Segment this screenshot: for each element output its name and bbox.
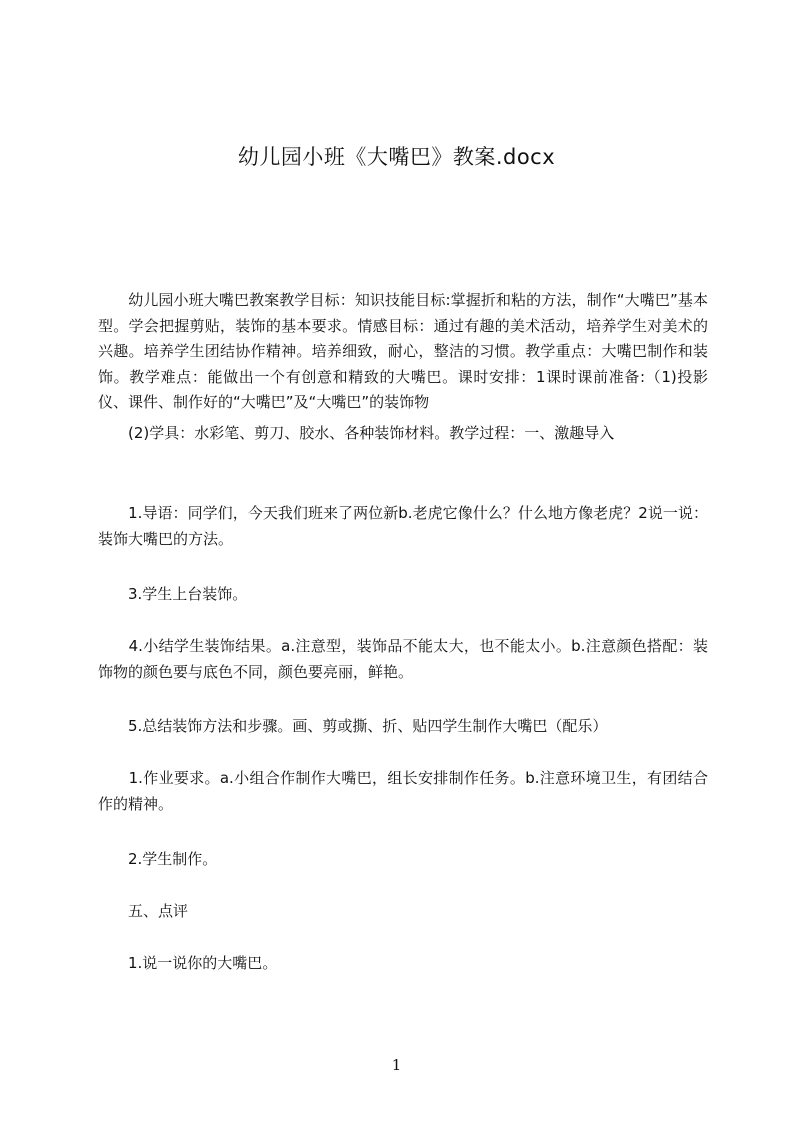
paragraph-step-4: 4.小结学生装饰结果。a.注意型，装饰品不能太大，也不能太小。b.注意颜色搭配：装饰物的颜色要与底色不同，颜色要亮丽，鲜艳。 <box>98 637 708 681</box>
paragraph-intro: 1.导语：同学们，今天我们班来了两位新b.老虎它像什么？什么地方像老虎？2说一说：装饰大嘴巴的方法。 <box>98 504 708 548</box>
paragraph-homework: 1.作业要求。a.小组合作制作大嘴巴，组长安排制作任务。b.注意环境卫生，有团结合作的精神。 <box>98 769 708 813</box>
paragraph-student-make: 2.学生制作。 <box>98 850 218 868</box>
paragraph-review-heading: 五、点评 <box>98 902 189 920</box>
paragraph-objectives: 幼儿园小班大嘴巴教案教学目标：知识技能目标:掌握折和粘的方法，制作“大嘴巴”基本型。学会把握剪贴，装饰的基本要求。情感目标：通过有趣的美术活动，培养学生对美术的兴趣。培养学生团结协作精神。培养细致，耐心，整洁的习惯。教学重点：大嘴巴制作和装饰。教学难点：能做出一个有创意和精致的大嘴巴。课时安排：1课时课前准备:（1)投影仪、课件、制作好的“大嘴巴”及“大嘴巴”的装饰物 <box>98 291 708 411</box>
paragraph-step-5: 5.总结装饰方法和步骤。画、剪或撕、折、贴四学生制作大嘴巴（配乐） <box>98 717 608 735</box>
paragraph-step-3: 3.学生上台装饰。 <box>98 585 248 603</box>
page-number: 1 <box>391 1056 402 1074</box>
paragraph-review-item: 1.说一说你的大嘴巴。 <box>98 954 278 972</box>
paragraph-materials: (2)学具：水彩笔、剪刀、胶水、各种装饰材料。教学过程：一、激趣导入 <box>98 424 615 442</box>
document-title: 幼儿园小班《大嘴巴》教案.docx <box>237 145 556 169</box>
